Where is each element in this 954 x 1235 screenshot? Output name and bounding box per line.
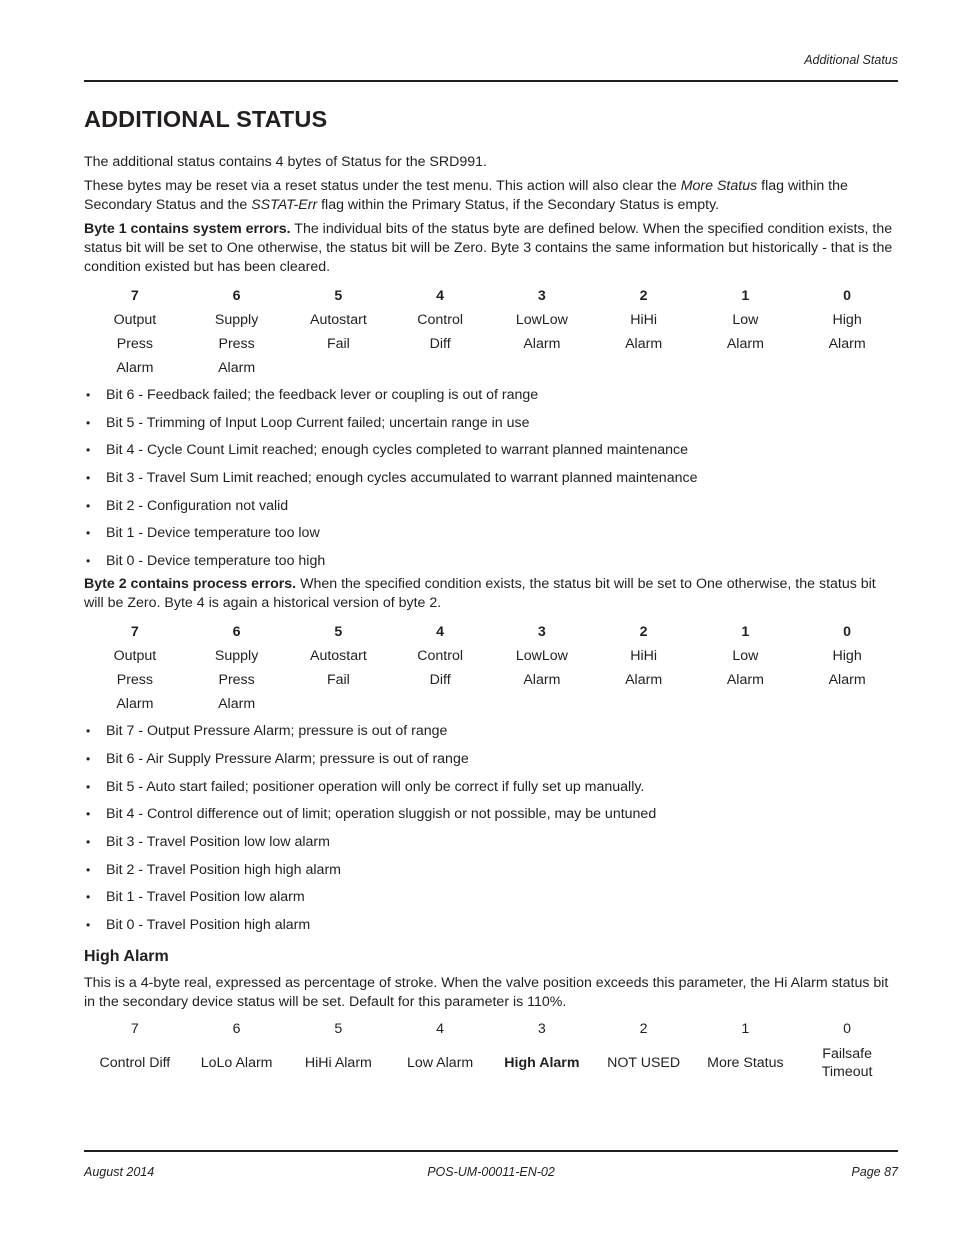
bit-number: 7 (130, 624, 139, 641)
bit-label: Fail (326, 672, 350, 689)
bit-number: 1 (741, 288, 750, 304)
bullet-icon: • (86, 415, 91, 430)
bit-number: 6 (232, 624, 241, 641)
byte2-bullet-list (84, 722, 898, 935)
bit-number: 4 (436, 624, 445, 641)
bit-label (593, 356, 695, 380)
bit-number: 0 (843, 624, 852, 641)
list-item: • Bit 2 - Configuration not valid (86, 497, 289, 514)
bit-number: 5 (334, 624, 343, 641)
bit-number-row (84, 620, 898, 644)
bit-label: Diff (429, 672, 451, 689)
bit-label (796, 692, 898, 716)
list-item: • Bit 0 - Travel Position high alarm (86, 916, 311, 933)
bit-label (695, 692, 797, 716)
bit-label: Low (732, 648, 759, 665)
bit-label: Alarm (726, 672, 764, 689)
bit-label (491, 692, 593, 716)
bullet-icon: • (86, 834, 91, 849)
list-item: • Bit 6 - Air Supply Pressure Alarm; pressure is out of range (86, 750, 469, 767)
bit-number: 5 (334, 288, 343, 304)
running-header: Additional Status (804, 53, 898, 67)
bit-label-row (84, 1040, 898, 1086)
section-body (84, 153, 898, 1086)
header-rule (84, 80, 898, 82)
bit-label: Press (218, 672, 255, 689)
bit-label: HiHi (630, 648, 658, 665)
bit-number: 0 (843, 1020, 852, 1037)
bit-number: 2 (639, 1020, 648, 1037)
bit-label: High (832, 312, 862, 328)
bit-label: LoLo Alarm (200, 1054, 273, 1071)
bit-label: Supply (214, 648, 259, 665)
bit-label-row-1 (84, 308, 898, 332)
high-alarm-bit-table (84, 1018, 898, 1086)
bit-number: 7 (130, 1020, 139, 1037)
bit-label: Alarm (116, 696, 154, 713)
bit-label: Failsafe Timeout (821, 1045, 873, 1080)
bullet-icon: • (86, 443, 91, 458)
bit-label: Autostart (309, 648, 367, 665)
bit-label: Fail (326, 336, 350, 352)
footer-rule (84, 1150, 898, 1152)
bit-label: HiHi (630, 312, 658, 328)
bit-label: Alarm (218, 696, 256, 713)
bit-number: 5 (334, 1020, 343, 1037)
bit-number: 3 (537, 288, 546, 304)
bullet-icon: • (86, 526, 91, 541)
list-item: • Bit 0 - Device temperature too high (86, 553, 326, 570)
bit-label-row-3 (84, 692, 898, 716)
bit-label: Alarm (625, 336, 663, 352)
bit-label: High (832, 648, 862, 665)
bullet-icon: • (86, 807, 91, 822)
byte2-lead: Byte 2 contains process errors. (84, 576, 297, 593)
bit-label (796, 356, 898, 380)
bit-number: 4 (436, 1020, 445, 1037)
bit-number: 7 (130, 288, 139, 304)
bit-label-row-3 (84, 356, 898, 380)
byte1-paragraph: Byte 1 contains system errors. The individual bits of the status byte are defined below. When the specified condition exists, the status bit will be set to One otherwise, the status bit will be Zero. Byte 3 contains the same information but historically - that is the condition existed but has been cleared. (84, 221, 893, 275)
bit-label-highlighted: High Alarm (504, 1054, 580, 1071)
bit-label: Press (116, 672, 153, 689)
list-item: • Bit 6 - Feedback failed; the feedback lever or coupling is out of range (86, 387, 539, 403)
bit-number: 2 (639, 624, 648, 641)
bit-label-row-2 (84, 668, 898, 692)
bit-number-row (84, 1018, 898, 1040)
bit-label-row-2 (84, 332, 898, 356)
bit-label: LowLow (515, 648, 568, 665)
bit-label: Press (218, 336, 255, 352)
list-item: • Bit 5 - Trimming of Input Loop Current failed; uncertain range in use (86, 414, 530, 431)
list-item: • Bit 3 - Travel Position low low alarm (86, 833, 330, 850)
bit-number: 2 (639, 288, 648, 304)
list-item: • Bit 4 - Control difference out of limit; operation sluggish or not possible, may be untuned (86, 806, 657, 823)
list-item: • Bit 1 - Device temperature too low (86, 525, 320, 542)
bullet-icon: • (86, 779, 91, 794)
byte2-bit-table (84, 620, 898, 716)
bit-label (288, 356, 390, 380)
bit-label (288, 692, 390, 716)
list-item: • Bit 3 - Travel Sum Limit reached; enough cycles accumulated to warrant planned maintenance (86, 470, 698, 487)
high-alarm-heading: High Alarm (84, 947, 169, 965)
bit-number: 6 (232, 1020, 241, 1037)
bit-label: Control (417, 648, 463, 665)
bit-label: Alarm (116, 360, 154, 376)
bit-label: Alarm (625, 672, 663, 689)
bit-label: LowLow (515, 312, 568, 328)
bullet-icon: • (86, 388, 91, 402)
bit-label: Alarm (828, 672, 866, 689)
bit-number: 1 (741, 624, 750, 641)
section-title: ADDITIONAL STATUS (84, 106, 328, 132)
intro-paragraph-2: These bytes may be reset via a reset status under the test menu. This action will also clear the More Status flag within the Secondary Status and the SSTAT-Err flag within the Primary Status, if the Secondary Status is empty. (84, 178, 848, 213)
bit-label (389, 356, 491, 380)
bit-label: Alarm (523, 336, 561, 352)
bit-label: Diff (429, 336, 451, 352)
bit-label: Alarm (218, 360, 256, 376)
bit-label: Alarm (828, 336, 866, 352)
bullet-icon: • (86, 890, 91, 905)
bit-label: Press (116, 336, 153, 352)
bit-label: Alarm (523, 672, 561, 689)
bullet-icon: • (86, 471, 91, 486)
bit-label-row-1 (84, 644, 898, 668)
intro-paragraph-1: The additional status contains 4 bytes of Status for the SRD991. (84, 154, 487, 170)
bit-label: More Status (707, 1054, 784, 1071)
footer-doc-id: POS-UM-00011-EN-02 (427, 1165, 555, 1179)
list-item: • Bit 2 - Travel Position high high alarm (86, 861, 341, 878)
bit-number-row (84, 284, 898, 308)
bit-label (695, 356, 797, 380)
list-item: • Bit 7 - Output Pressure Alarm; pressure is out of range (86, 723, 448, 740)
byte1-lead: Byte 1 contains system errors. (84, 221, 291, 237)
bit-label: Control Diff (99, 1054, 171, 1071)
bit-number: 3 (537, 1020, 546, 1037)
bit-label: Control (417, 312, 463, 328)
bullet-icon: • (86, 724, 91, 739)
bit-label (389, 692, 491, 716)
list-item: • Bit 4 - Cycle Count Limit reached; enough cycles completed to warrant planned maintenance (86, 442, 689, 459)
bit-label (593, 692, 695, 716)
bit-label: Low Alarm (407, 1054, 474, 1071)
bit-label: Alarm (726, 336, 764, 352)
bit-label: Low (732, 312, 759, 328)
bit-label: Supply (214, 312, 259, 328)
bit-label: Output (113, 648, 157, 665)
bit-label: NOT USED (607, 1054, 681, 1071)
bit-label: HiHi Alarm (304, 1054, 372, 1071)
byte1-bit-table (84, 284, 898, 380)
bit-number: 1 (741, 1020, 750, 1037)
list-item: • Bit 1 - Travel Position low alarm (86, 889, 305, 906)
bit-label: Autostart (309, 312, 367, 328)
byte1-bullet-list (84, 386, 898, 571)
bit-number: 0 (843, 288, 852, 304)
high-alarm-paragraph: This is a 4-byte real, expressed as percentage of stroke. When the valve position exceeds this parameter, the Hi Alarm status bit in the secondary device status will be set. Default for this parameter is 110%. (84, 974, 889, 1010)
bit-number: 6 (232, 288, 241, 304)
bullet-icon: • (86, 554, 91, 569)
bullet-icon: • (86, 498, 91, 513)
byte2-paragraph: Byte 2 contains process errors. When the specified condition exists, the status bit will be set to One otherwise, the status bit will be Zero. Byte 4 is again a historical version of byte 2. (84, 576, 876, 612)
bit-number: 3 (537, 624, 546, 641)
bullet-icon: • (86, 862, 91, 877)
bit-label (491, 356, 593, 380)
bit-label: Output (113, 312, 157, 328)
list-item: • Bit 5 - Auto start failed; positioner operation will only be correct if fully set up manually. (86, 778, 645, 795)
footer-date: August 2014 (84, 1165, 155, 1179)
bullet-icon: • (86, 751, 91, 766)
bullet-icon: • (86, 917, 91, 932)
footer-page-number: Page 87 (851, 1165, 898, 1179)
bit-number: 4 (436, 288, 445, 304)
